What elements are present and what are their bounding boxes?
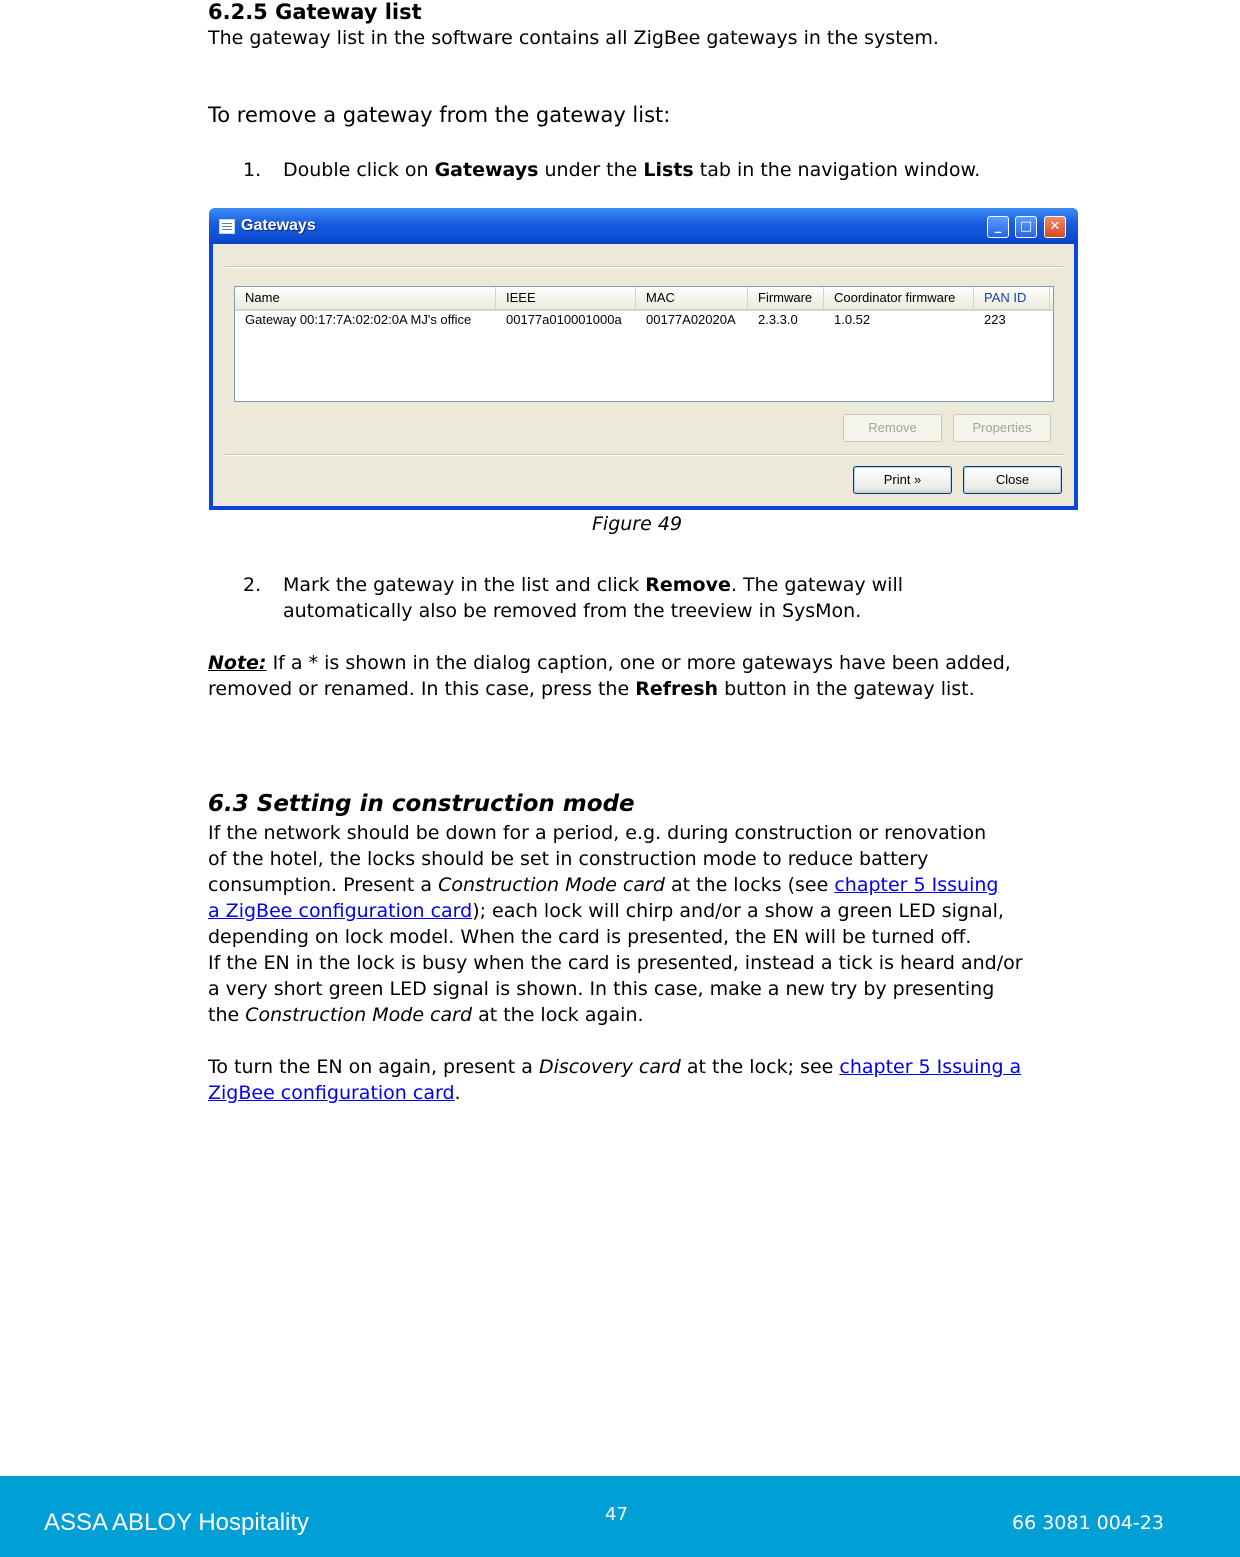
dialog-client-area [213, 244, 1074, 506]
cell-mac: 00177A02020A [646, 312, 736, 327]
dialog-titlebar [209, 208, 1078, 244]
column-header-pan-id[interactable]: PAN ID [974, 287, 1050, 309]
step-1-text: Double click on Gateways under the Lists tab in the navigation window. [283, 159, 981, 181]
print-button[interactable]: Print » [853, 466, 952, 494]
maximize-button[interactable]: □ [1015, 216, 1037, 238]
close-button[interactable]: Close [963, 466, 1062, 494]
column-header-ieee[interactable]: IEEE [496, 287, 636, 309]
remove-button[interactable]: Remove [843, 414, 942, 442]
page-number: 47 [605, 1504, 628, 1525]
body-line: If the EN in the lock is busy when the card is presented, instead a tick is heard and/or [208, 952, 1023, 974]
body-line: ZigBee configuration card. [208, 1082, 461, 1104]
body-line: To turn the EN on again, present a Discovery card at the lock; see chapter 5 Issuing a [208, 1056, 1022, 1078]
close-window-button[interactable]: ✕ [1044, 216, 1066, 238]
document-number: 66 3081 004-23 [1012, 1512, 1164, 1534]
footer-brand: ASSA ABLOY Hospitality [44, 1509, 310, 1536]
column-header-mac[interactable]: MAC [636, 287, 748, 309]
chapter-5-link-cont[interactable]: a ZigBee configuration card [208, 900, 473, 922]
chapter-5-link[interactable]: chapter 5 Issuing [834, 874, 999, 896]
remove-intro: To remove a gateway from the gateway list: [208, 103, 671, 127]
cell-name: Gateway 00:17:7A:02:02:0A MJ's office [245, 312, 472, 327]
body-line: the Construction Mode card at the lock again. [208, 1004, 644, 1026]
dialog-title: Gateways [241, 217, 316, 234]
step-2-number: 2. [243, 574, 262, 596]
body-line: a ZigBee configuration card); each lock will chirp and/or a show a green LED signal, [208, 900, 1004, 922]
column-header-firmware[interactable]: Firmware [748, 287, 824, 309]
cell-ieee: 00177a010001000a [506, 312, 622, 327]
cell-coordinator-firmware: 1.0.52 [834, 312, 871, 327]
note-paragraph-line2: removed or renamed. In this case, press the Refresh button in the gateway list. [208, 678, 975, 700]
body-line: depending on lock model. When the card is presented, the EN will be turned off. [208, 926, 972, 948]
intro-text: The gateway list in the software contains all ZigBee gateways in the system. [208, 27, 939, 49]
step-1-number: 1. [243, 159, 262, 181]
figure-caption: Figure 49 [592, 513, 683, 535]
minimize-button[interactable]: _ [987, 216, 1009, 238]
column-header-coordinator-firmware[interactable]: Coordinator firmware [824, 287, 974, 309]
cell-firmware: 2.3.3.0 [758, 312, 798, 327]
body-line: of the hotel, the locks should be set in construction mode to reduce battery [208, 848, 929, 870]
body-line: If the network should be down for a period, e.g. during construction or renovation [208, 822, 987, 844]
divider [225, 454, 1063, 456]
section-heading-construction-mode: 6.3 Setting in construction mode [208, 791, 635, 817]
column-header-name[interactable]: Name [235, 287, 496, 309]
properties-button[interactable]: Properties [953, 414, 1051, 442]
chapter-5-link-2[interactable]: chapter 5 Issuing a [839, 1056, 1022, 1078]
table-row[interactable] [235, 310, 1053, 330]
step-2-text: Mark the gateway in the list and click Remove. The gateway will [283, 574, 904, 596]
list-header [235, 287, 1053, 311]
chapter-5-link-2-cont[interactable]: ZigBee configuration card [208, 1082, 455, 1104]
window-icon [219, 219, 235, 234]
section-heading-gateway-list: 6.2.5 Gateway list [208, 0, 422, 24]
divider [225, 266, 1063, 268]
cell-pan-id: 223 [984, 312, 1006, 327]
body-line: consumption. Present a Construction Mode card at the locks (see chapter 5 Issuing [208, 874, 999, 896]
page-footer [0, 1476, 1240, 1557]
step-2-text-line2: automatically also be removed from the treeview in SysMon. [283, 600, 862, 622]
body-line: a very short green LED signal is shown. In this case, make a new try by presenting [208, 978, 995, 1000]
gateways-dialog [209, 208, 1078, 510]
note-label: Note: [208, 652, 267, 674]
gateway-list-view[interactable] [234, 286, 1054, 402]
note-paragraph: Note: If a * is shown in the dialog caption, one or more gateways have been added, [208, 652, 1011, 674]
